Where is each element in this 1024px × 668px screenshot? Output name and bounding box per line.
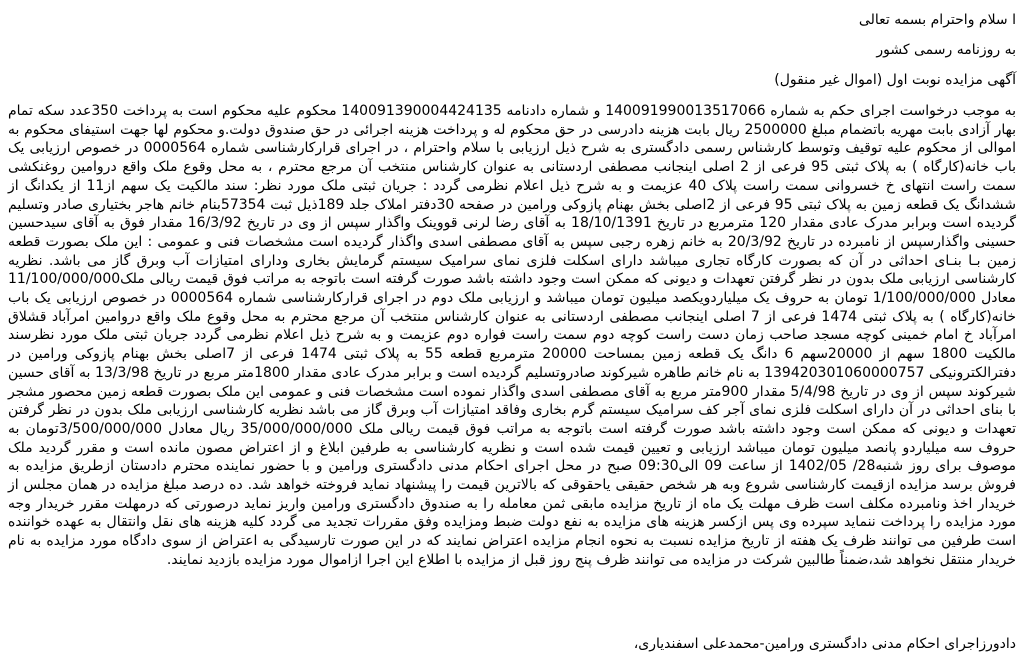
notice-body: به موجب درخواست اجرای حکم به شماره 140091990013517066 و شماره دادنامه 140091390004424135 محکوم علیه محکوم است به پرداخت 350عدد سکه تمام بهار آزادی بابت مهریه باتضمام مبلغ 2500000 ریال بابت هزینه دادرسی در حق محکوم له و پرداخت هزینه اجرائی در حق صندوق دولت.و محکوم لها جهت استیفای محکوم به اموالی از محکوم علیه توقیف وتوسط کارشناس رسمی دادگستری به شرح ذیل ارزیابی با سلام واحترام ، در اجرای قرارکارشناسی شماره 0000564 در خصوص ارزیابی یک باب خانه(کارگاه ) به پلاک ثبتی 95 فرعی از 2 اصلی اینجانب مصطفی اردستانی به عنوان کارشناس منتخب آن مرجع محترم ، به محل وقوع ملک واقع دروامین روغنکشی سمت راست انتهای خ خسروانی سمت راست پلاک 40 عزیمت و به شرح ذیل اعلام نظرمی گردد : جریان ثبتی ملک مورد نظر: سند مالکیت یک سهم از11 از یکدانگ از ششدانگ یک قطعه زمین به پلاک ثبتی 95 فرعی از 2اصلی بخش بهنام پازوکی ورامین در صفحه 30دفتر املاک جلد 189ذیل ثبت 57354بنام خانم هاجر بختیاری صادر وتسلیم گردیده است وبرابر مدرک عادی مقدار 120 مترمربع در تاریخ 18/10/1391 به آقای رضا لرنی قووینک واگذار سپس از وی در تاریخ 16/3/92 مقدار فوق به آقای سیدحسین حسینی واگذارسپس از نامبرده در تاریخ 20/3/92 به خانم زهره رجبی سپس به آقای مصطفی اسدی واگذار گردیده است مشخصات فنی و عمومی : این ملک بصورت قطعه زمین بـا بنـای احداثی در آن که بصورت کارگاه تجاری میباشد دارای اسکلت فلزی نمای سرامیک سیستم گرمایش بخاری ودارای امتیازات آب وبرق گاز می باشد. نظریه کارشناسی ارزیابی ملک بدون در نظر گرفتن تعهدات و دیونی که ممکن است وجود داشته باشد صورت گرفته است باتوجه به مراتب فوق قیمت ریالی ملک11/100/000/000 معادل 1/100/000/000 تومان به حروف یک میلیاردویکصد میلیون تومان میباشد و ارزیابی ملک دوم در اجرای قرارکارشناسی شماره 0000564 در خصوص ارزیابی یک باب خانه(کارگاه ) به پلاک ثبتی 1474 فرعی از 7 اصلی اینجانب مصطفی اردستانی به عنوان کارشناس منتخب آن مرجع محترم به محل وقوع ملک واقع دروامین امرآباد قشلاق امرآباد خ امام خمینی کوچه مسجد صاحب زمان دست راست کوچه دوم سمت راست فواره دوم عزیمت و به شرح ذیل اعلام نظرمی گردد جریان ثبتی ملک مورد نظرسند مالکیت 1800 سهم از 20000سهم 6 دانگ یک قطعه زمین بمساحت 20000 مترمربع قطعه 55 به پلاک ثبتی 1474 فرعی از 7اصلی بخش بهنام پازوکی ورامین در دفترالکترونیکی 139420301060000757 به نام خانم طاهره شیرکوند صادروتسلیم گردیده است و برابر مدرک عادی مقدار 1800متر مربع در تاریخ 13/3/98 به آقای حسین شیرکوند سپس از وی در تاریخ 5/4/98 مقدار 900متر مربع به آقای مصطفی اسدی واگذار نموده است مشخصات فنی و عمومی این ملک بصورت قطعه زمین محصور مشجر با بنای احداثی در آن دارای اسکلت فلزی نمای آجر کف سرامیک سیستم گرم بخاری وفاقد امتیازات آب وبرق گاز می باشد نظریه کارشناسی ارزیابی ملک بدون در نظر گرفتن تعهدات و دیونی که ممکن است وجود داشته باشد صورت گرفته است باتوجه به مراتب فوق قیمت ریالی ملک 35/000/000/000 ریال معادل 3/500/000/000تومان به حروف سه میلیاردو پانصد میلیون تومان میباشد ارزیابی و تعیین قیمت شده است و نظریه کارشناسی به طرفین ابلاغ و از اعتراض مصون مانده است و مقرر گردید ملک موصوف برای روز شنبه28/ 1402/05 از ساعت 09 الی09:30 صبح در محل اجرای احکام مدنی دادگستری ورامین و با حضور نماینده محترم دادستان ازطریق مزایده به فروش برسد مزایده ازقیمت کارشناسی شروع وبه هر شخص حقیقی یاحقوقی که بالاترین قیمت را پیشنهاد نماید فروخته خواهد شد. ده درصد مبلغ مزایده در همان مجلس از خریدار اخذ ونامبرده مکلف است ظرف مهلت یک ماه از تاریخ مزایده مابقی ثمن معامله را به صندوق دادگستری ورامین واریز نماید درصورتی که درمهلت مقرر خریدار وجه مورد مزایده را پرداخت ننماید سپرده وی پس ازکسر هزینه های مزایده به نفع دولت ضبط ومزایده وفق مقررات تجدید می گردد کلیه هزینه های نقل وانتقال به عهده خواننده است طرفین می توانند ظرف یک هفته از تاریخ مزایده نسبت به نحوه انجام مزایده اعتراض نمایند که در این صورت تارسیدگی به اعتراض از سوی دادگاه مورد مزایده به نام خریدار منتقل نخواهد شد،ضمناً طالبین شرکت در مزایده می توانند ظرف پنج روز قبل از مزایده با اطلاع این اجرا ازاموال مورد مزایده بازدید نمایند. <box>8 103 1017 568</box>
signature-line: دادورزاجرای احکام مدنی دادگستری ورامین-محمدعلی اسفندیاری، <box>633 636 1016 652</box>
recipient-line: به روزنامه رسمی کشور <box>876 42 1016 58</box>
notice-title: آگهی مزایده نوبت اول (اموال غیر منقول) <box>774 72 1016 88</box>
salutation-line: ا سلام واحترام بسمه تعالی <box>858 12 1016 28</box>
